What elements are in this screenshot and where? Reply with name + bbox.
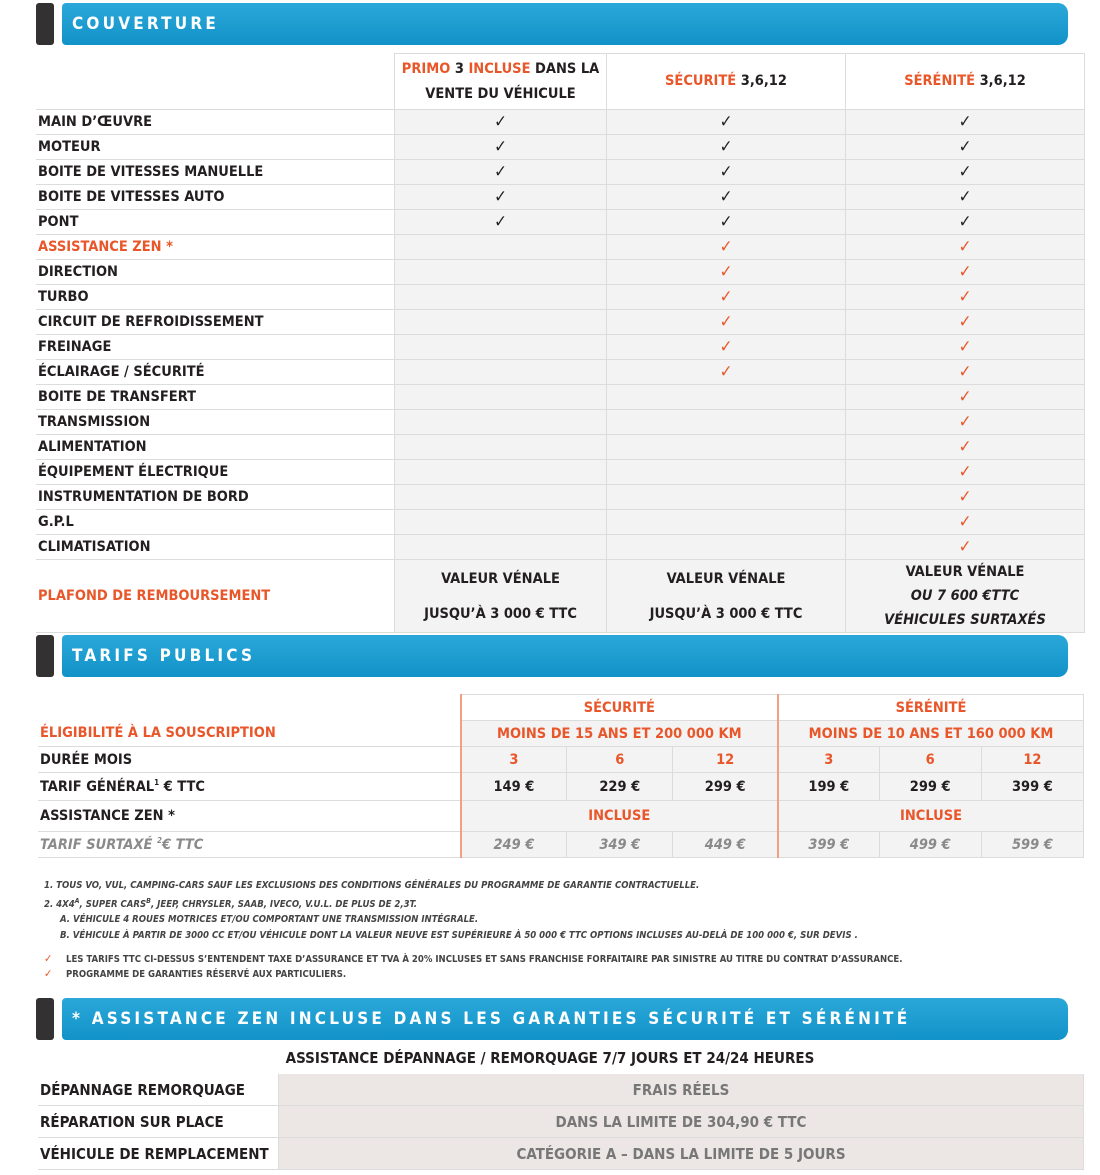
assistance-row (38, 1074, 1084, 1106)
coverage-row (36, 535, 1085, 560)
zen-label: ASSISTANCE ZEN * (38, 801, 461, 832)
serenite-nums: 3,6,12 (975, 73, 1026, 89)
check-icon: ✓ (719, 337, 733, 357)
coverage-cell-c3 (846, 285, 1085, 310)
surtaxe-label-text: TARIF SURTAXÉ (40, 836, 157, 853)
coverage-row-label: DIRECTION (36, 260, 395, 285)
coverage-cell-c3 (846, 110, 1085, 135)
coverage-cell-c1 (395, 460, 607, 485)
surtaxe-cell: 349 € (567, 832, 673, 858)
surtaxe-cell: 599 € (981, 832, 1083, 858)
coverage-cell-c2 (607, 310, 846, 335)
coverage-row-label: ÉQUIPEMENT ÉLECTRIQUE (36, 460, 395, 485)
coverage-row-label: BOITE DE TRANSFERT (36, 385, 395, 410)
condition-2 (44, 967, 902, 982)
coverage-row-label: BOITE DE VITESSES AUTO (36, 185, 395, 210)
condition-1-text: LES TARIFS TTC CI-DESSUS S’ENTENDENT TAXE D’ASSURANCE ET TVA À 20% INCLUSES ET SANS FRANCHISE FORFAITAIRE PAR SINISTRE AU TITRE DU CONTRAT D’ASSURANCE. (66, 954, 903, 965)
check-icon: ✓ (719, 287, 733, 307)
coverage-row (36, 385, 1085, 410)
assistance-row (38, 1138, 1084, 1170)
coverage-row-label: CIRCUIT DE REFROIDISSEMENT (36, 310, 395, 335)
check-icon: ✓ (719, 187, 733, 207)
coverage-cell-c3 (846, 535, 1085, 560)
coverage-cell-c1 (395, 110, 607, 135)
primo-incl: INCLUSE (468, 60, 531, 77)
check-icon: ✓ (719, 212, 733, 232)
plafond-primo (395, 560, 607, 633)
coverage-cell-c2 (607, 210, 846, 235)
coverage-table (36, 53, 1085, 633)
coverage-row-label: ALIMENTATION (36, 435, 395, 460)
check-icon: ✓ (958, 437, 972, 457)
section-header-tarifs (36, 635, 1068, 677)
coverage-cell-c1 (395, 360, 607, 385)
zen-securite: INCLUSE (461, 801, 778, 832)
coverage-cell-c3 (846, 435, 1085, 460)
coverage-cell-c1 (395, 510, 607, 535)
coverage-cell-c2 (607, 435, 846, 460)
surtaxe-cell: 449 € (673, 832, 778, 858)
durees-cell: 12 (673, 747, 778, 773)
check-icon: ✓ (958, 187, 972, 207)
blank (38, 695, 461, 721)
general-unit: € TTC (159, 778, 205, 795)
conditions (44, 952, 902, 982)
assistance-table (38, 1074, 1084, 1170)
coverage-cell-c2 (607, 335, 846, 360)
coverage-row (36, 485, 1085, 510)
coverage-row-label: MAIN D’ŒUVRE (36, 110, 395, 135)
coverage-row (36, 285, 1085, 310)
check-icon: ✓ (719, 162, 733, 182)
general-sup: 1 (154, 778, 160, 788)
check-icon: ✓ (719, 237, 733, 257)
check-icon: ✓ (958, 162, 972, 182)
assistance-label: VÉHICULE DE REMPLACEMENT (38, 1138, 279, 1170)
coverage-cell-c2 (607, 410, 846, 435)
check-icon: ✓ (719, 262, 733, 282)
primo-num: 3 (450, 60, 469, 77)
assistance-value: CATÉGORIE A – DANS LA LIMITE DE 5 JOURS (279, 1138, 1084, 1170)
section-tab-marker (36, 635, 54, 677)
coverage-row-label: BOITE DE VITESSES MANUELLE (36, 160, 395, 185)
coverage-row (36, 510, 1085, 535)
assistance-label: DÉPANNAGE REMORQUAGE (38, 1074, 279, 1106)
coverage-cell-c3 (846, 310, 1085, 335)
coverage-cell-c3 (846, 360, 1085, 385)
tarif-head-securite: SÉCURITÉ (461, 695, 778, 721)
coverage-cell-c3 (846, 210, 1085, 235)
tarifs-elig-row (38, 721, 1084, 747)
fn2-a: 2. 4X4 (44, 898, 75, 910)
coverage-row (36, 460, 1085, 485)
coverage-cell-c1 (395, 335, 607, 360)
durees-cell: 12 (981, 747, 1083, 773)
coverage-row (36, 160, 1085, 185)
coverage-row (36, 435, 1085, 460)
coverage-cell-c3 (846, 185, 1085, 210)
section-bar (62, 998, 1068, 1040)
assistance-value: DANS LA LIMITE DE 304,90 € TTC (279, 1106, 1084, 1138)
coverage-cell-c1 (395, 235, 607, 260)
coverage-cell-c2 (607, 510, 846, 535)
coverage-cell-c2 (607, 260, 846, 285)
fn2-supA: A (74, 896, 80, 905)
coverage-row (36, 235, 1085, 260)
coverage-row-label: ÉCLAIRAGE / SÉCURITÉ (36, 360, 395, 385)
section-header-assistance (36, 998, 1068, 1040)
coverage-row-label: INSTRUMENTATION DE BORD (36, 485, 395, 510)
plafond-row (36, 560, 1085, 633)
coverage-cell-c3 (846, 410, 1085, 435)
tarifs-table (38, 694, 1084, 858)
check-icon: ✓ (958, 387, 972, 407)
tarifs-zen-row (38, 801, 1084, 832)
check-icon: ✓ (958, 287, 972, 307)
check-icon: ✓ (494, 212, 507, 232)
coverage-cell-c3 (846, 385, 1085, 410)
check-icon: ✓ (719, 362, 733, 382)
section-title: COUVERTURE (72, 14, 220, 34)
check-icon: ✓ (719, 112, 733, 132)
coverage-row-label: PONT (36, 210, 395, 235)
plafond-primo-l1: VALEUR VÉNALE (441, 570, 560, 587)
check-icon: ✓ (958, 537, 972, 557)
footnotes (44, 878, 858, 943)
section-bar (62, 3, 1068, 45)
check-icon: ✓ (958, 212, 972, 232)
surtaxe-sup: 2 (156, 836, 162, 846)
section-tab-marker (36, 998, 54, 1040)
primo-line2: VENTE DU VÉHICULE (425, 85, 576, 102)
tarifs-general-row (38, 773, 1084, 801)
coverage-cell-c2 (607, 160, 846, 185)
coverage-cell-c2 (607, 110, 846, 135)
coverage-row-label: TURBO (36, 285, 395, 310)
coverage-cell-c1 (395, 135, 607, 160)
check-icon: ✓ (494, 137, 507, 157)
coverage-header-row (36, 54, 1085, 110)
check-icon: ✓ (958, 512, 972, 532)
coverage-row-label: G.P.L (36, 510, 395, 535)
coverage-cell-c3 (846, 260, 1085, 285)
coverage-cell-c2 (607, 535, 846, 560)
footnote-b: B. VÉHICULE À PARTIR DE 3000 CC ET/OU VÉHICULE DONT LA VALEUR NEUVE EST SUPÉRIEURE À 50 000 € TTC OPTIONS INCLUSES AU-DELÀ DE 100 000 €, SUR DEVIS . (60, 929, 858, 941)
coverage-cell-c2 (607, 285, 846, 310)
coverage-cell-c1 (395, 185, 607, 210)
coverage-row (36, 110, 1085, 135)
check-icon: ✓ (958, 337, 972, 357)
durees-cell: 3 (461, 747, 567, 773)
coverage-cell-c2 (607, 185, 846, 210)
primo-word: PRIMO (401, 60, 451, 77)
coverage-cell-c3 (846, 160, 1085, 185)
coverage-row-label: TRANSMISSION (36, 410, 395, 435)
plafond-serenite (846, 560, 1085, 633)
coverage-cell-c1 (395, 410, 607, 435)
col-head-securite (607, 54, 846, 110)
tarifs-product-row (38, 695, 1084, 721)
general-label-text: TARIF GÉNÉRAL (40, 778, 155, 795)
coverage-cell-c3 (846, 485, 1085, 510)
check-icon: ✓ (958, 412, 972, 432)
surtaxe-cell: 499 € (879, 832, 981, 858)
plafond-securite (607, 560, 846, 633)
section-title: * ASSISTANCE ZEN INCLUSE DANS LES GARANTIES SÉCURITÉ ET SÉRÉNITÉ (72, 1009, 911, 1029)
plafond-label: PLAFOND DE REMBOURSEMENT (36, 560, 395, 633)
tarifs-surtaxe-row (38, 832, 1084, 858)
check-icon: ✓ (958, 112, 972, 132)
assistance-value: FRAIS RÉELS (279, 1074, 1084, 1106)
durees-cell: 3 (778, 747, 879, 773)
check-icon: ✓ (958, 312, 972, 332)
coverage-cell-c1 (395, 285, 607, 310)
surtaxe-unit: € TTC (162, 836, 204, 853)
coverage-cell-c2 (607, 360, 846, 385)
coverage-cell-c1 (395, 160, 607, 185)
plafond-serenite-l2: OU 7 600 €TTC (910, 588, 1020, 604)
coverage-cell-c3 (846, 335, 1085, 360)
section-bar (62, 635, 1068, 677)
elig-securite: MOINS DE 15 ANS ET 200 000 KM (461, 721, 778, 747)
check-icon: ✓ (958, 237, 972, 257)
coverage-row-label: CLIMATISATION (36, 535, 395, 560)
coverage-row (36, 310, 1085, 335)
coverage-row (36, 410, 1085, 435)
fn2-supB: B (146, 896, 151, 905)
check-icon: ✓ (494, 162, 507, 182)
general-cell: 299 € (879, 773, 981, 801)
condition-2-text: PROGRAMME DE GARANTIES RÉSERVÉ AUX PARTICULIERS. (66, 969, 347, 980)
coverage-row (36, 260, 1085, 285)
plafond-securite-l2: JUSQU’À 3 000 € TTC (649, 605, 803, 622)
coverage-row (36, 185, 1085, 210)
assistance-row (38, 1106, 1084, 1138)
assistance-subtitle: ASSISTANCE DÉPANNAGE / REMORQUAGE 7/7 JOURS ET 24/24 HEURES (285, 1049, 815, 1067)
general-cell: 399 € (981, 773, 1083, 801)
check-icon: ✓ (719, 312, 733, 332)
duree-label: DURÉE MOIS (38, 747, 461, 773)
condition-1 (44, 952, 902, 967)
coverage-cell-c2 (607, 235, 846, 260)
coverage-row (36, 335, 1085, 360)
coverage-cell-c3 (846, 510, 1085, 535)
primo-rest: DANS LA (530, 60, 600, 77)
coverage-row (36, 210, 1085, 235)
securite-word: SÉCURITÉ (665, 73, 737, 89)
footnote-a: A. VÉHICULE 4 ROUES MOTRICES ET/OU COMPORTANT UNE TRANSMISSION INTÉGRALE. (60, 914, 479, 926)
footnote-2 (44, 894, 858, 913)
coverage-cell-c3 (846, 460, 1085, 485)
coverage-row (36, 135, 1085, 160)
elig-label: ÉLIGIBILITÉ À LA SOUSCRIPTION (38, 721, 461, 747)
securite-nums: 3,6,12 (736, 73, 787, 89)
check-icon: ✓ (44, 952, 53, 965)
coverage-row-label: ASSISTANCE ZEN * (36, 235, 395, 260)
check-icon: ✓ (958, 462, 972, 482)
check-icon: ✓ (958, 362, 972, 382)
coverage-cell-c1 (395, 535, 607, 560)
coverage-cell-c1 (395, 485, 607, 510)
coverage-header-empty (36, 54, 395, 110)
col-head-primo (395, 54, 607, 110)
surtaxe-label (38, 832, 461, 858)
check-icon: ✓ (958, 262, 972, 282)
coverage-cell-c1 (395, 385, 607, 410)
tarif-head-serenite: SÉRÉNITÉ (778, 695, 1083, 721)
assistance-label: RÉPARATION SUR PLACE (38, 1106, 279, 1138)
check-icon: ✓ (958, 487, 972, 507)
general-cell: 229 € (567, 773, 673, 801)
fn2-b: , SUPER CARS (79, 898, 147, 910)
coverage-cell-c2 (607, 460, 846, 485)
coverage-row-label: MOTEUR (36, 135, 395, 160)
coverage-cell-c1 (395, 435, 607, 460)
check-icon: ✓ (494, 112, 507, 132)
section-tab-marker (36, 3, 54, 45)
durees-cell: 6 (879, 747, 981, 773)
fn2-c: , JEEP, CHRYSLER, SAAB, IVECO, V.U.L. DE PLUS DE 2,3T. (150, 898, 418, 910)
plafond-serenite-l3: VÉHICULES SURTAXÉS (884, 612, 1046, 628)
section-header-couverture (36, 3, 1068, 45)
elig-serenite: MOINS DE 10 ANS ET 160 000 KM (778, 721, 1083, 747)
check-icon: ✓ (958, 137, 972, 157)
coverage-cell-c1 (395, 310, 607, 335)
plafond-serenite-l1: VALEUR VÉNALE (905, 564, 1025, 580)
coverage-cell-c1 (395, 210, 607, 235)
zen-serenite: INCLUSE (778, 801, 1083, 832)
plafond-securite-l1: VALEUR VÉNALE (666, 570, 786, 587)
coverage-cell-c2 (607, 485, 846, 510)
check-icon: ✓ (719, 137, 733, 157)
coverage-row (36, 360, 1085, 385)
section-title: TARIFS PUBLICS (72, 646, 256, 666)
coverage-cell-c2 (607, 135, 846, 160)
general-cell: 149 € (461, 773, 567, 801)
serenite-word: SÉRÉNITÉ (904, 73, 976, 89)
general-label (38, 773, 461, 801)
coverage-cell-c3 (846, 135, 1085, 160)
general-cell: 299 € (673, 773, 778, 801)
col-head-serenite (846, 54, 1085, 110)
footnote-1: 1. TOUS VO, VUL, CAMPING-CARS SAUF LES EXCLUSIONS DES CONDITIONS GÉNÉRALES DU PROGRAMME DE GARANTIE CONTRACTUELLE. (44, 880, 700, 891)
coverage-row-label: FREINAGE (36, 335, 395, 360)
general-cell: 199 € (778, 773, 879, 801)
coverage-cell-c2 (607, 385, 846, 410)
plafond-primo-l2: JUSQU’À 3 000 € TTC (424, 605, 577, 622)
check-icon: ✓ (494, 187, 507, 207)
check-icon: ✓ (44, 967, 53, 980)
durees-cell: 6 (567, 747, 673, 773)
surtaxe-cell: 399 € (778, 832, 879, 858)
surtaxe-cell: 249 € (461, 832, 567, 858)
tarifs-duree-row (38, 747, 1084, 773)
coverage-cell-c3 (846, 235, 1085, 260)
coverage-cell-c1 (395, 260, 607, 285)
